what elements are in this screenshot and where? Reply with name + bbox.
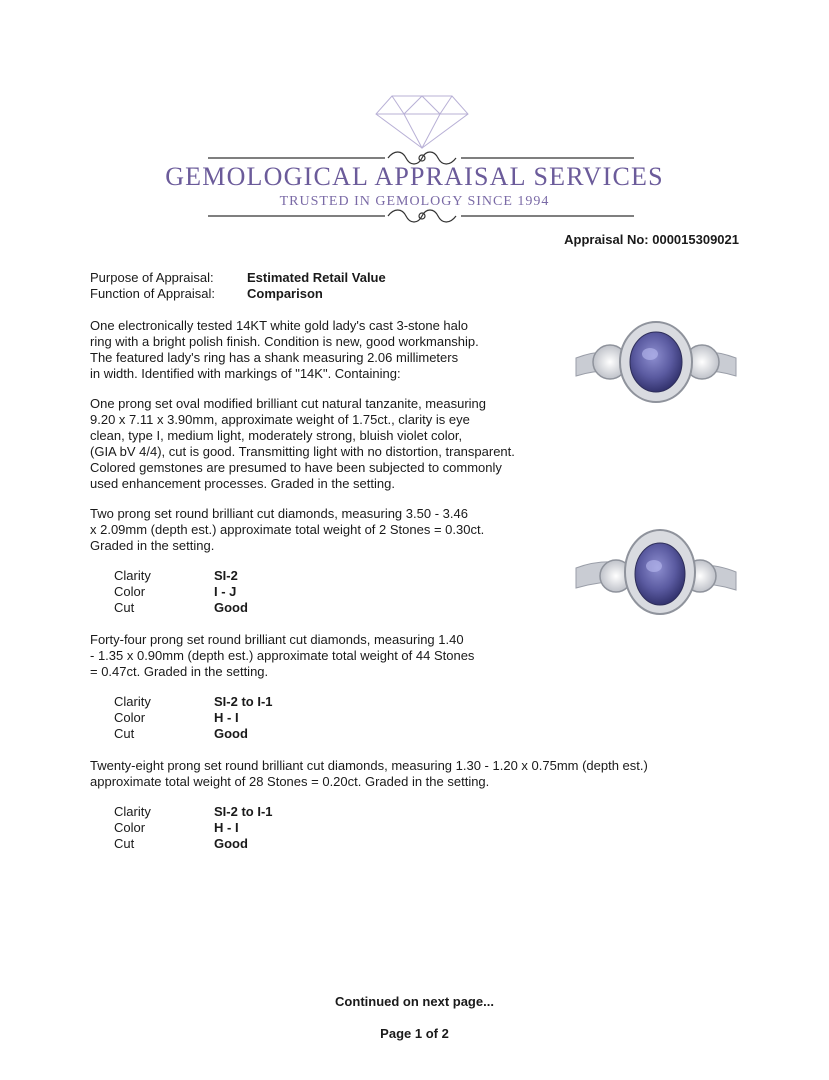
clarity-value: SI-2: [214, 568, 238, 583]
function-value: Comparison: [247, 286, 323, 301]
continued-note: Continued on next page...: [335, 994, 494, 1009]
forty-four-diamonds-description: Forty-four prong set round brilliant cut diamonds, measuring 1.40 - 1.35 x 0.90mm (depth est.) approximate total weight of 44 Stones = 0.47ct. Graded in the setting.: [90, 632, 475, 679]
tanzanite-stone: [630, 332, 682, 392]
color-label: Color: [114, 584, 146, 599]
page-number: Page 1 of 2: [380, 1026, 449, 1041]
cut-label: Cut: [114, 836, 135, 851]
cut-label: Cut: [114, 600, 135, 615]
appraisal-number: Appraisal No: 000015309021: [564, 232, 739, 247]
purpose-label: Purpose of Appraisal:: [90, 270, 214, 285]
two-diamonds-grades: [114, 568, 248, 616]
company-logo: [0, 88, 829, 228]
clarity-value: SI-2 to I-1: [214, 694, 273, 709]
cut-value: Good: [214, 726, 248, 741]
bottom-ornament-rule: [208, 210, 634, 222]
clarity-label: Clarity: [114, 568, 151, 583]
purpose-block: [90, 270, 386, 302]
clarity-value: SI-2 to I-1: [214, 804, 273, 819]
stone-highlight: [642, 348, 658, 360]
purpose-value: Estimated Retail Value: [247, 270, 386, 285]
clarity-label: Clarity: [114, 694, 151, 709]
tanzanite-description: One prong set oval modified brilliant cut natural tanzanite, measuring 9.20 x 7.11 x 3.90mm, approximate weight of 1.75ct., clarity is eye clean, type I, medium light, moderately strong, bluish violet color, (GIA bV 4/4), cut is good. Transmitting light with no distortion, transparent. Colored gemstones are presumed to have been subjected to commonly used enhancement processes. Graded in the setting.: [90, 396, 515, 491]
company-tagline: TRUSTED IN GEMOLOGY SINCE 1994: [279, 194, 550, 209]
twenty-eight-diamonds-description: Twenty-eight prong set round brilliant cut diamonds, measuring 1.30 - 1.20 x 0.75mm (depth est.) approximate total weight of 28 Stones = 0.20ct. Graded in the setting.: [90, 758, 648, 789]
stone-highlight: [646, 560, 662, 572]
color-value: I - J: [214, 584, 237, 599]
diamond-icon: [376, 96, 468, 148]
forty-four-diamonds-grades: [114, 694, 273, 742]
function-label: Function of Appraisal:: [90, 286, 216, 301]
company-name: GEMOLOGICAL APPRAISAL SERVICES: [165, 162, 664, 191]
cut-label: Cut: [114, 726, 135, 741]
tanzanite-stone: [635, 543, 685, 605]
color-label: Color: [114, 820, 146, 835]
purpose-row: [90, 270, 386, 286]
cut-value: Good: [214, 836, 248, 851]
ring-photo-front: [572, 318, 740, 408]
color-value: H - I: [214, 710, 239, 725]
color-value: H - I: [214, 820, 239, 835]
color-label: Color: [114, 710, 146, 725]
twenty-eight-diamonds-grades: [114, 804, 273, 852]
two-diamonds-description: Two prong set round brilliant cut diamonds, measuring 3.50 - 3.46 x 2.09mm (depth est.) approximate total weight of 2 Stones = 0.30ct. Graded in the setting.: [90, 506, 485, 553]
ring-photo-angled: [572, 524, 740, 620]
ring-description: One electronically tested 14KT white gold lady's cast 3-stone halo ring with a bright polish finish. Condition is new, good workmanship. The featured lady's ring has a shank measuring 2.06 millimeters in width. Identified with markings of "14K". Containing:: [90, 318, 479, 381]
function-row: [90, 286, 386, 302]
clarity-label: Clarity: [114, 804, 151, 819]
cut-value: Good: [214, 600, 248, 615]
